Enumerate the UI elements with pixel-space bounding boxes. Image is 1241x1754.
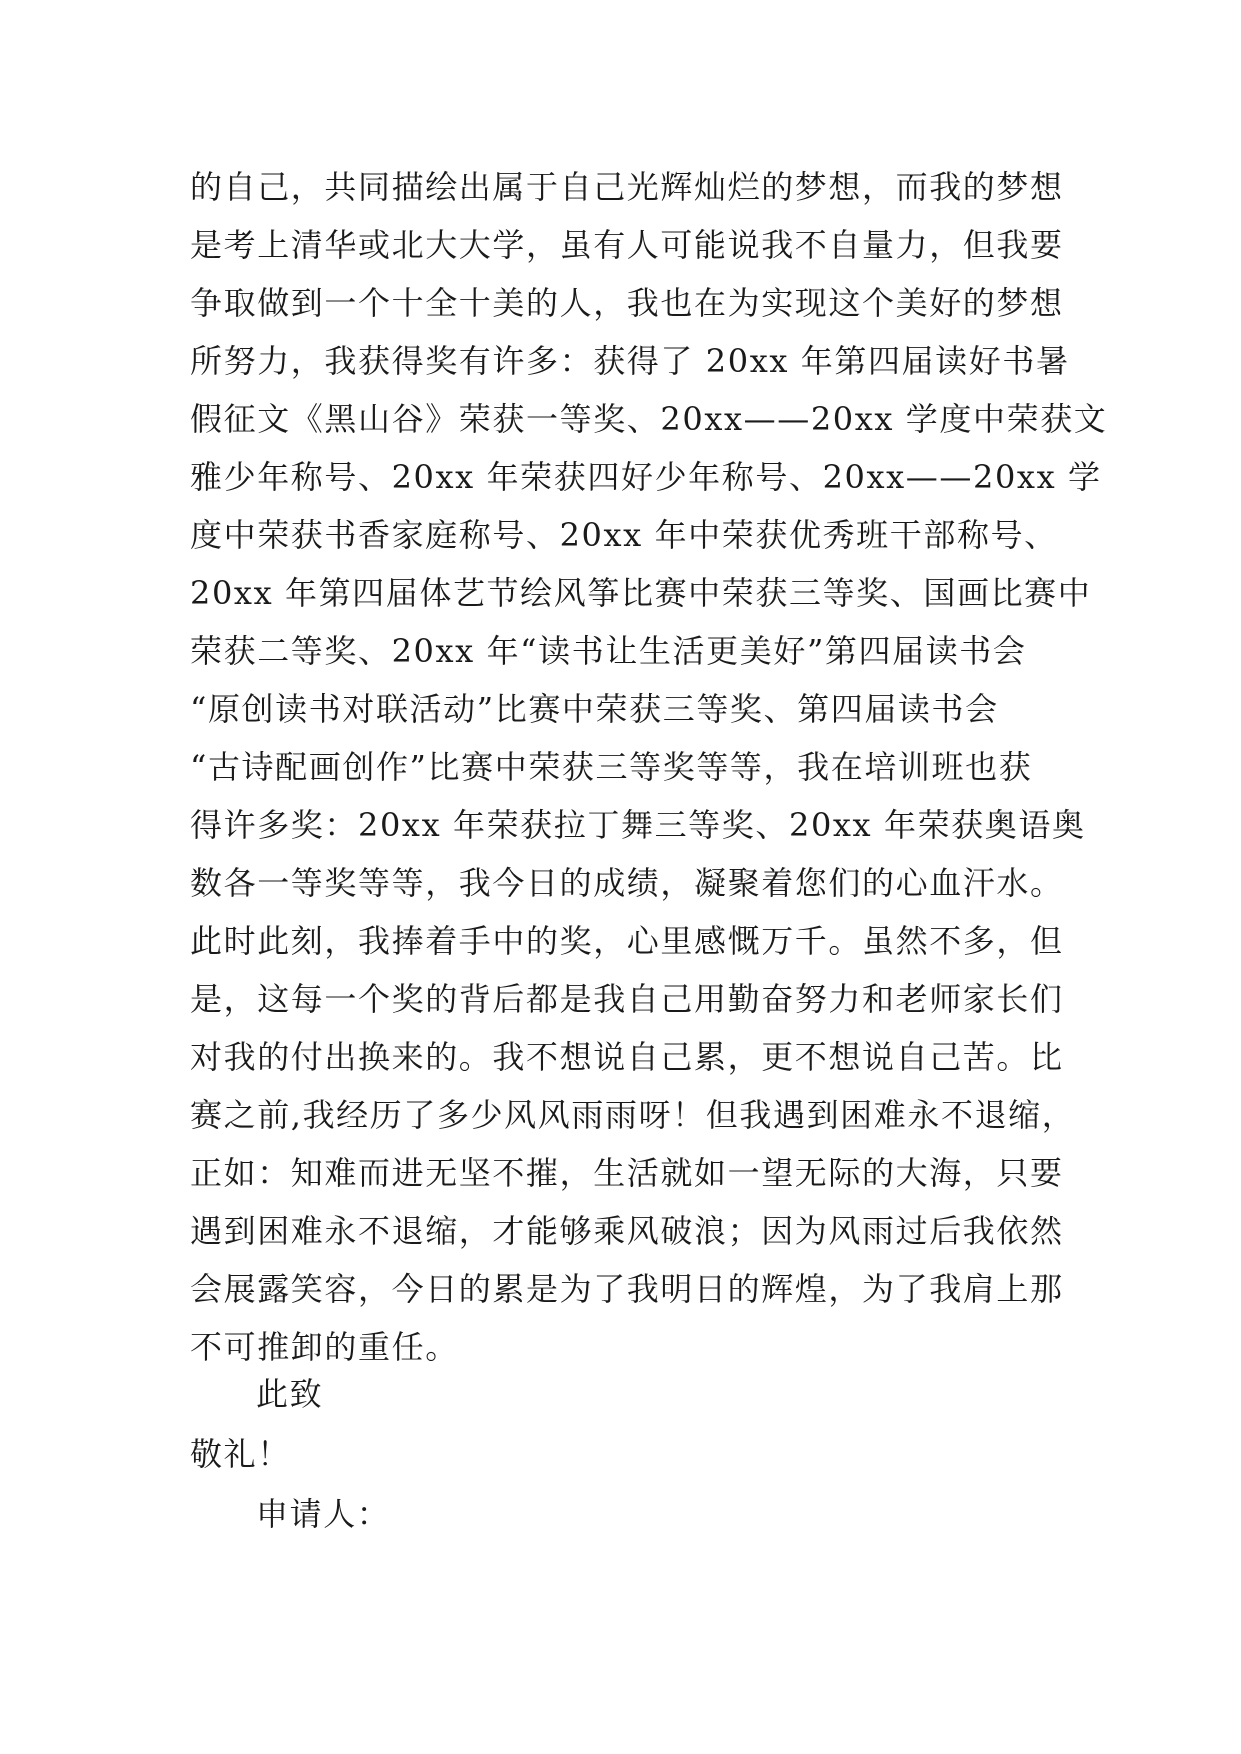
body-line: 正如：知难而进无坚不摧，生活就如一望无际的大海，只要	[190, 1154, 1064, 1192]
body-line: 是考上清华或北大大学，虽有人可能说我不自量力，但我要	[190, 226, 1064, 264]
applicant-signature-label: 申请人：	[256, 1495, 391, 1533]
body-line: 20xx 年第四届体艺节绘风筝比赛中荣获三等奖、国画比赛中	[190, 574, 1092, 612]
body-line: 会展露笑容，今日的累是为了我明日的辉煌，为了我肩上那	[190, 1270, 1064, 1308]
body-line: 荣获二等奖、20xx 年“读书让生活更美好”第四届读书会	[190, 632, 1027, 670]
body-line: 得许多奖：20xx 年荣获拉丁舞三等奖、20xx 年荣获奥语奥	[190, 806, 1086, 844]
body-line: 赛之前,我经历了多少风风雨雨呀！但我遇到困难永不退缩，	[190, 1096, 1076, 1134]
body-line: 度中荣获书香家庭称号、20xx 年中荣获优秀班干部称号、	[190, 516, 1058, 554]
body-line: 对我的付出换来的。我不想说自己累，更不想说自己苦。比	[190, 1038, 1064, 1076]
body-line: 不可推卸的重任。	[190, 1328, 459, 1366]
body-line: 遇到困难永不退缩，才能够乘风破浪；因为风雨过后我依然	[190, 1212, 1064, 1250]
body-line: “原创读书对联活动”比赛中荣获三等奖、第四届读书会	[190, 690, 999, 728]
body-line: 是，这每一个奖的背后都是我自己用勤奋努力和老师家长们	[190, 980, 1064, 1018]
body-line: 雅少年称号、20xx 年荣获四好少年称号、20xx——20xx 学	[190, 458, 1102, 496]
body-line: “古诗配画创作”比赛中荣获三等奖等等，我在培训班也获	[190, 748, 1033, 786]
body-line: 此时此刻，我捧着手中的奖，心里感慨万千。虽然不多，但	[190, 922, 1064, 960]
closing-regards: 敬礼！	[190, 1435, 291, 1473]
body-line: 假征文《黑山谷》荣获一等奖、20xx——20xx 学度中荣获文	[190, 400, 1108, 438]
body-line: 所努力，我获得奖有许多：获得了 20xx 年第四届读好书暑	[190, 342, 1070, 380]
body-line: 的自己，共同描绘出属于自己光辉灿烂的梦想，而我的梦想	[190, 168, 1064, 206]
letter-body	[190, 158, 1108, 1376]
body-line: 争取做到一个十全十美的人，我也在为实现这个美好的梦想	[190, 284, 1064, 322]
closing-salutation: 此致	[256, 1375, 324, 1413]
body-line: 数各一等奖等等，我今日的成绩，凝聚着您们的心血汗水。	[190, 864, 1064, 902]
